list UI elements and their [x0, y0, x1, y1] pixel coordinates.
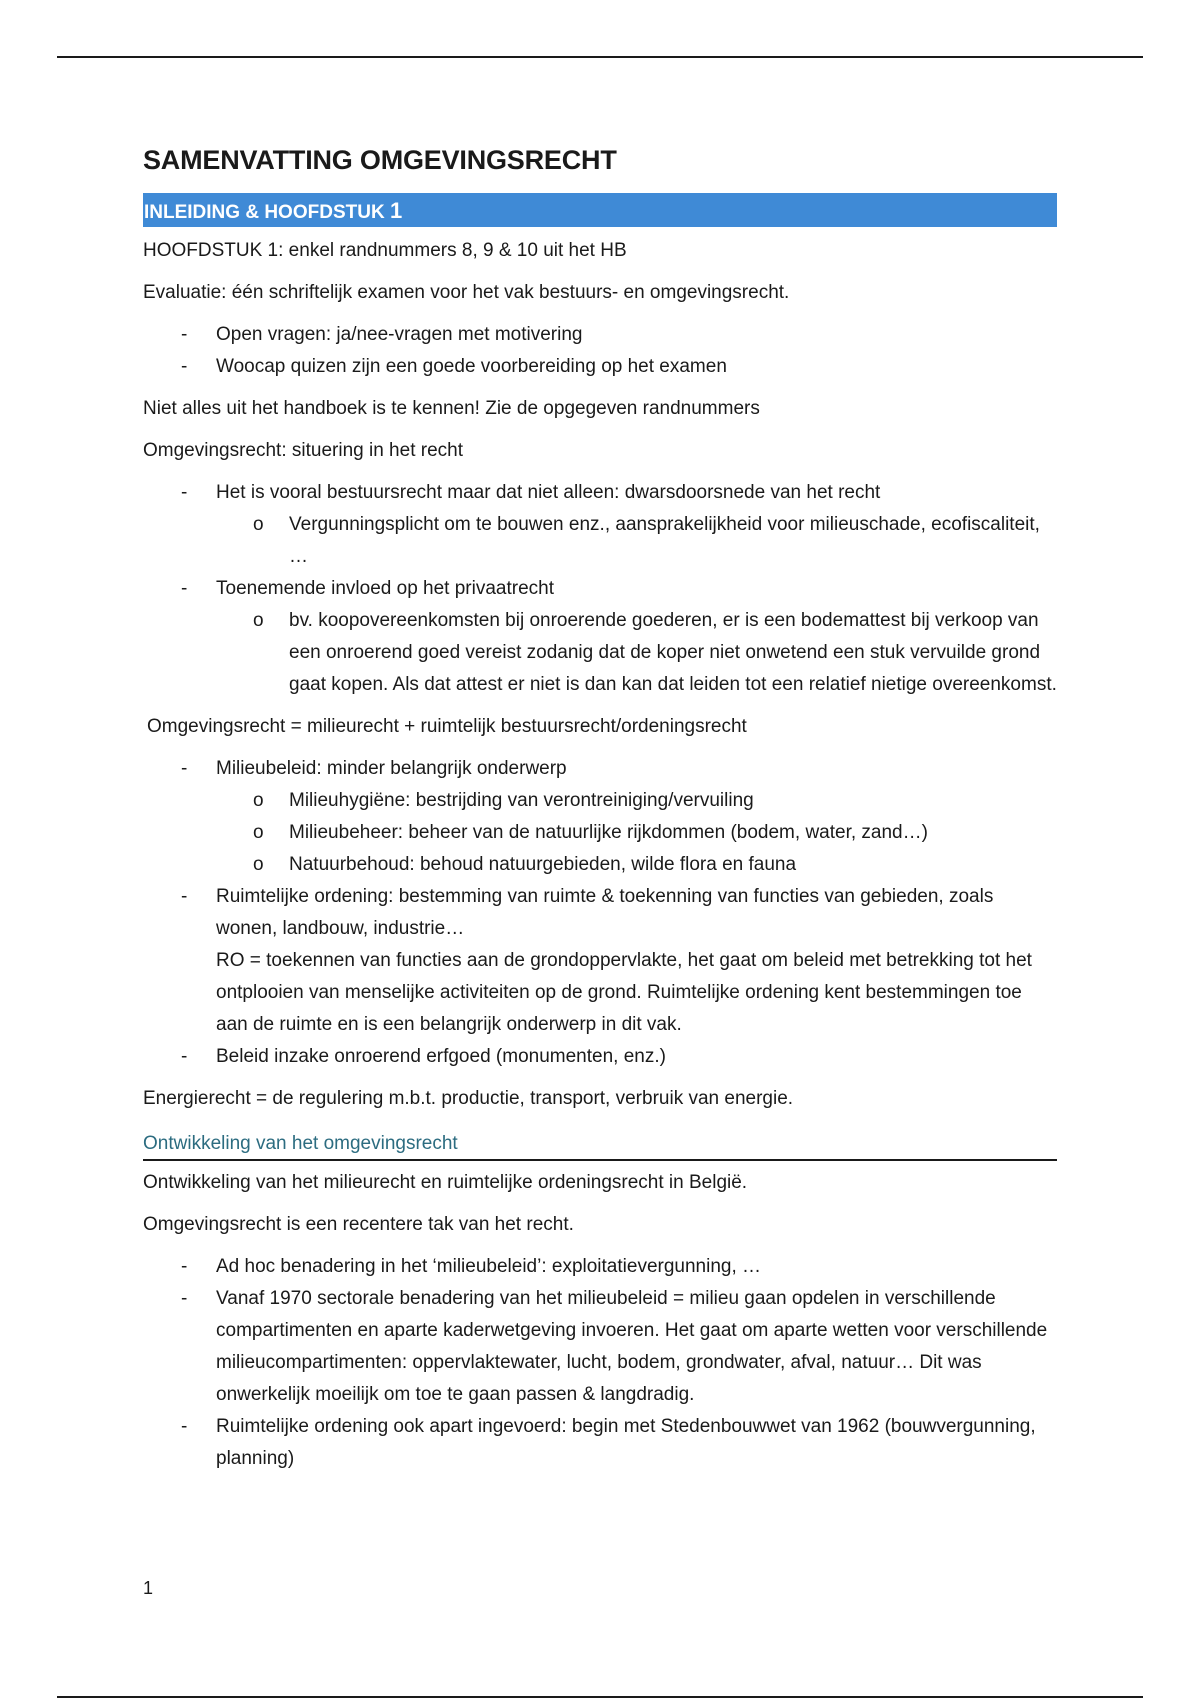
list-item: - Vanaf 1970 sectorale benadering van het milieubeleid = milieu gaan opdelen in verschillende compartimenten en aparte kaderwetgeving invoeren. Het gaat om aparte wetten voor verschillende milieucompartimenten: oppervlaktewater, lucht, bodem, grondwater, afval, natuur… Dit was onwerkelijk moeilijk om toe te gaan passen & langdradig.	[143, 1283, 1057, 1411]
sub-list-item: o Natuurbehoud: behoud natuurgebieden, wilde flora en fauna	[216, 849, 1057, 881]
header-rule	[57, 56, 1143, 58]
list-item-text: - Ruimtelijke ordening: bestemming van ruimte & toekenning van functies van gebieden, zoals wonen, landbouw, industrie…	[216, 886, 994, 939]
paragraph-evaluation: Evaluatie: één schriftelijk examen voor het vak bestuurs- en omgevingsrecht.	[143, 282, 790, 303]
definition-list	[143, 753, 1057, 1073]
paragraph-definition: Omgevingsrecht = milieurecht + ruimtelijk bestuursrecht/ordeningsrecht	[147, 716, 747, 737]
sub-list	[216, 605, 1057, 701]
sub-list-item: o bv. koopovereenkomsten bij onroerende goederen, er is een bodemattest bij verkoop van een onroerend goed vereist zodanig dat de koper niet onwetend een stuk vervuilde grond gaat kopen. Als dat attest er niet is dan kan dat leiden tot een relatief nietige overeenkomst.	[216, 605, 1057, 701]
list-item-continuation: RO = toekennen van functies aan de grondoppervlakte, het gaat om beleid met betrekking tot het ontplooien van menselijke activiteiten op de grond. Ruimtelijke ordening kent bestemmingen toe aan de ruimte en is een belangrijk onderwerp in dit vak.	[216, 950, 1032, 1035]
list-item	[143, 477, 1057, 573]
paragraph-ontwikkeling: Ontwikkeling van het milieurecht en ruimtelijke ordeningsrecht in België.	[143, 1172, 748, 1193]
footer-rule	[57, 1696, 1143, 1698]
paragraph-handbook-note: Niet alles uit het handboek is te kennen! Zie de opgegeven randnummers	[143, 398, 760, 419]
sub-list-item: o Milieuhygiëne: bestrijding van verontreiniging/vervuiling	[216, 785, 1057, 817]
paragraph-chapter-scope: HOOFDSTUK 1: enkel randnummers 8, 9 & 10 uit het HB	[143, 240, 627, 261]
document-title: SAMENVATTING OMGEVINGSRECHT	[143, 145, 617, 175]
page-number: 1	[143, 1578, 154, 1598]
section-heading-text: INLEIDING & HOOFDSTUK	[144, 202, 385, 223]
sub-list	[216, 785, 1057, 881]
list-item	[143, 573, 1057, 701]
document-body	[143, 145, 1057, 1475]
sub-list-item: o Vergunningsplicht om te bouwen enz., aansprakelijkheid voor milieuschade, ecofiscaliteit, …	[216, 509, 1057, 573]
subheading-ontwikkeling: Ontwikkeling van het omgevingsrecht	[143, 1129, 1057, 1161]
sub-list-item: o Milieubeheer: beheer van de natuurlijke rijkdommen (bodem, water, zand…)	[216, 817, 1057, 849]
evaluation-list	[143, 319, 1057, 383]
list-item: - Open vragen: ja/nee-vragen met motivering	[143, 319, 1057, 351]
paragraph-energierecht: Energierecht = de regulering m.b.t. productie, transport, verbruik van energie.	[143, 1088, 794, 1109]
list-item: - Ad hoc benadering in het ‘milieubeleid’: exploitatievergunning, …	[143, 1251, 1057, 1283]
sub-list	[216, 509, 1057, 573]
list-item-text: Het is vooral bestuursrecht maar dat niet alleen: dwarsdoorsnede van het recht	[216, 482, 881, 503]
section-heading-number: 1	[389, 198, 403, 223]
list-item: - Woocap quizen zijn een goede voorbereiding op het examen	[143, 351, 1057, 383]
section-heading	[143, 193, 1057, 227]
situering-list	[143, 477, 1057, 701]
list-item-text: Milieubeleid: minder belangrijk onderwerp	[216, 758, 567, 779]
paragraph-situering: Omgevingsrecht: situering in het recht	[143, 440, 463, 461]
list-item-text: Toenemende invloed op het privaatrecht	[216, 578, 555, 599]
list-item	[143, 753, 1057, 881]
list-item: - Beleid inzake onroerend erfgoed (monumenten, enz.)	[143, 1041, 1057, 1073]
list-item	[143, 881, 1057, 1041]
ontwikkeling-list	[143, 1251, 1057, 1475]
list-item: - Ruimtelijke ordening ook apart ingevoerd: begin met Stedenbouwwet van 1962 (bouwvergunning, planning)	[143, 1411, 1057, 1475]
paragraph-recent: Omgevingsrecht is een recentere tak van het recht.	[143, 1214, 574, 1235]
